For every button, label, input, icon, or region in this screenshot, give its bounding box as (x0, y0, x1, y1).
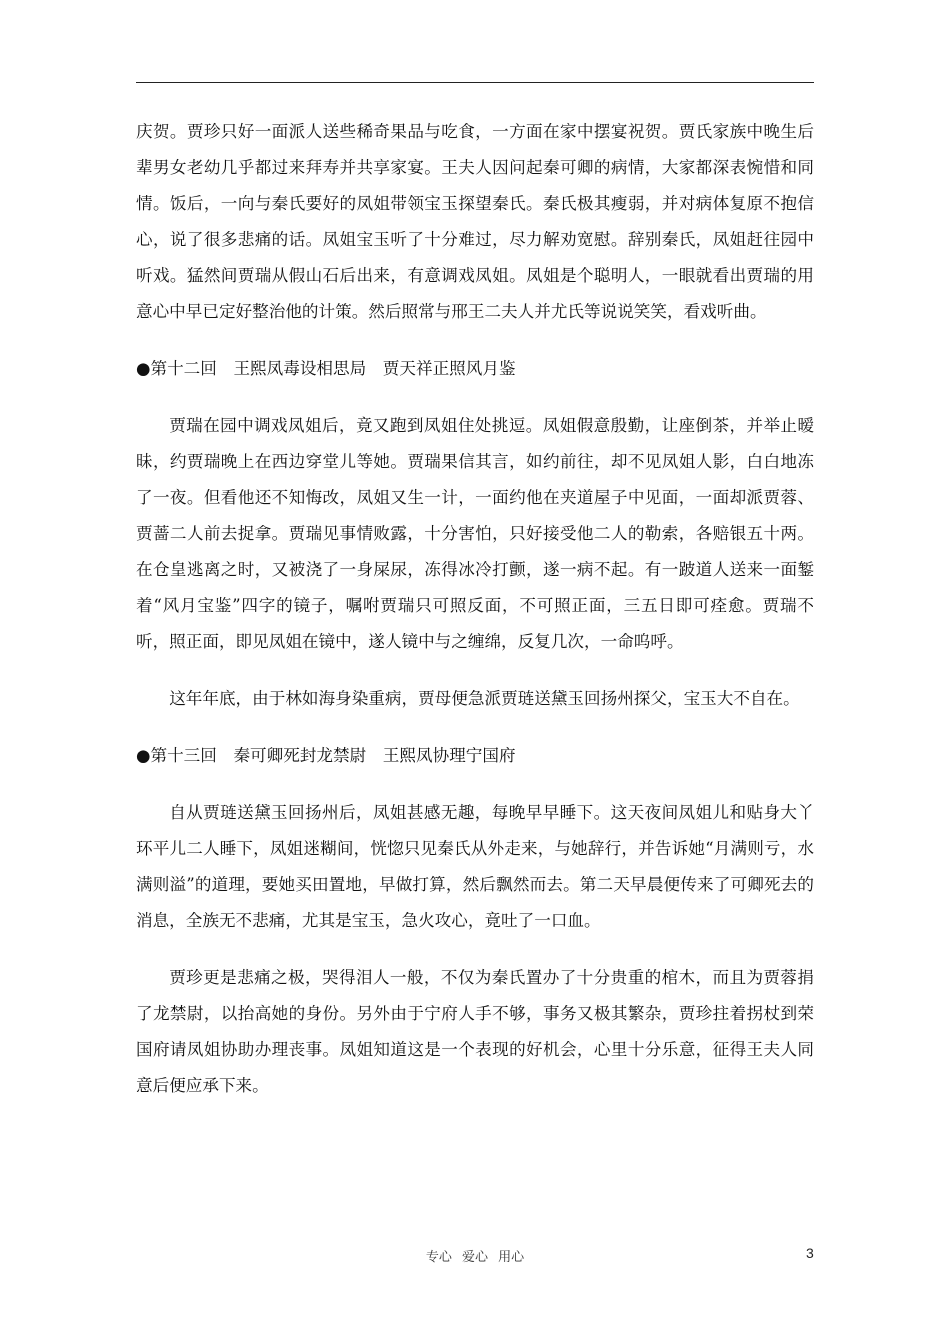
spacer (136, 660, 814, 681)
footer-motto: 专心 爱心 用心 (425, 1250, 525, 1265)
spacer (136, 717, 814, 738)
chapter-12-closing-paragraph: 这年年底，由于林如海身染重病，贾母便急派贾琏送黛玉回扬州探父，宝玉大不自在。 (169, 689, 800, 708)
chapter-13-heading: ●第十三回 秦可卿死封龙禁尉 王熙凤协理宁国府 (136, 746, 516, 765)
spacer (136, 774, 814, 795)
document-body (136, 114, 814, 1104)
spacer (136, 330, 814, 351)
spacer (136, 387, 814, 408)
header-rule (136, 82, 814, 83)
paragraph-continuation: 庆贺。贾珍只好一面派人送些稀奇果品与吃食，一方面在家中摆宴祝贺。贾氏家族中晚生后辈男女老幼几乎都过来拜寿并共享家宴。王夫人因问起秦可卿的病情，大家都深表惋惜和同情。饭后，一向与秦氏要好的凤姐带领宝玉探望秦氏。秦氏极其瘦弱，并对病体复原不抱信心，说了很多悲痛的话。凤姐宝玉听了十分难过，尽力解劝宽慰。辞别秦氏，凤姐赶往园中听戏。猛然间贾瑞从假山石后出来，有意调戏凤姐。凤姐是个聪明人，一眼就看出贾瑞的用意心中早已定好整治他的计策。然后照常与邢王二夫人并尤氏等说说笑笑，看戏听曲。 (136, 122, 814, 321)
chapter-12-paragraph: 贾瑞在园中调戏凤姐后，竟又跑到凤姐住处挑逗。凤姐假意殷勤，让座倒茶，并举止暧昧，约贾瑞晚上在西边穿堂儿等她。贾瑞果信其言，如约前往，却不见凤姐人影，白白地冻了一夜。但看他还不知悔改，凤姐又生一计，一面约他在夹道屋子中见面，一面却派贾蓉、贾蔷二人前去捉拿。贾瑞见事情败露，十分害怕，只好接受他二人的勒索，各赔银五十两。在仓皇逃离之时，又被浇了一身屎尿，冻得冰冷打颤，遂一病不起。有一跛道人送来一面錾着“风月宝鉴”四字的镜子，嘱咐贾瑞只可照反面，不可照正面，三五日即可痊愈。贾瑞不听，照正面，即见凤姐在镜中，遂人镜中与之缠绵，反复几次，一命呜呼。 (136, 416, 814, 651)
page-number: 3 (806, 1245, 814, 1261)
chapter-13-paragraph-2: 贾珍更是悲痛之极，哭得泪人一般，不仅为秦氏置办了十分贵重的棺木，而且为贾蓉捐了龙禁尉，以抬高她的身份。另外由于宁府人手不够，事务又极其繁杂，贾珍拄着拐杖到荣国府请凤姐协助办理丧事。凤姐知道这是一个表现的好机会，心里十分乐意，征得王夫人同意后便应承下来。 (136, 968, 814, 1095)
chapter-12-heading: ●第十二回 王熙凤毒设相思局 贾天祥正照风月鉴 (136, 359, 516, 378)
chapter-13-paragraph-1: 自从贾琏送黛玉回扬州后，凤姐甚感无趣，每晚早早睡下。这天夜间凤姐儿和贴身大丫环平儿二人睡下，凤姐迷糊间，恍惚只见秦氏从外走来，与她辞行，并告诉她“月满则亏，水满则溢”的道理，要她买田置地，早做打算，然后飘然而去。第二天早晨便传来了可卿死去的消息，全族无不悲痛，尤其是宝玉，急火攻心，竟吐了一口血。 (136, 803, 814, 930)
spacer (136, 939, 814, 960)
